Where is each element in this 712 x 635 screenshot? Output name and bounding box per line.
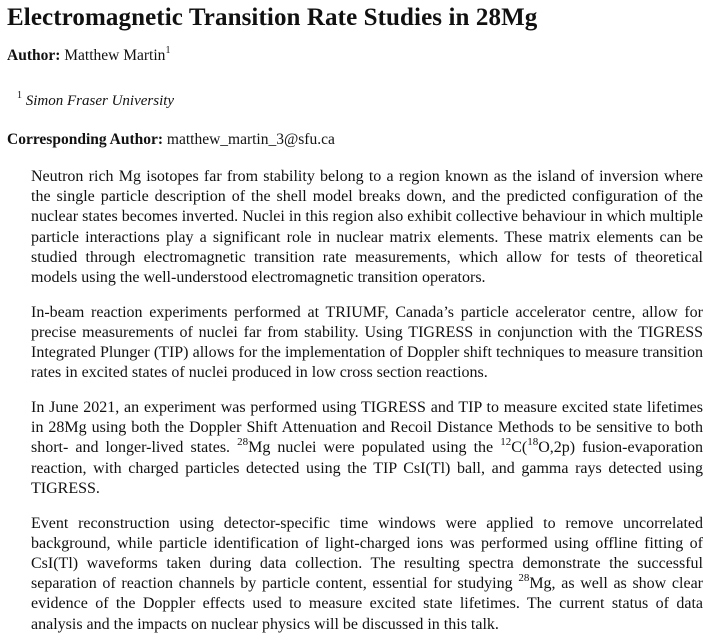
abstract-body xyxy=(31,167,703,635)
abstract-paragraph-2: In-beam reaction experiments performed at TRIUMF, Canada’s particle accelerator centre, allow for precise measurements of nuclei far from stability. Using TIGRESS in conjunction with the TIGRESS Integrated Plunger (TIP) allows for the implementation of Doppler shift techniques to measure transition rates in excited states of nuclei produced in low cross section reactions. xyxy=(31,303,703,382)
abstract-paragraph-4 xyxy=(31,514,703,635)
affiliation-text: Simon Fraser University xyxy=(25,93,175,109)
p3-text-b: Mg nuclei were populated using the xyxy=(248,439,501,457)
p3-text-d: O,2p) fusion-evaporation reaction, with charged particles detected using the TIP CsI(Tl) ball, and gamma rays detected using TIGRESS. xyxy=(31,439,703,497)
author-affiliation-mark: 1 xyxy=(165,44,171,56)
affiliation-mark: 1 xyxy=(17,90,22,101)
author-name: Matthew Martin xyxy=(64,47,166,64)
abstract-paragraph-1: Neutron rich Mg isotopes far from stability belong to a region known as the island of inversion where the single particle description of the shell model breaks down, and the predicted configuration of the nuclear states becomes inverted. Nuclei in this region also exhibit collective behaviour in which multiple particle interactions play a significant role in nuclear matrix elements. These matrix elements can be studied through electromagnetic transition rate measurements, which allow for tests of theoretical models using the well-understood electromagnetic transition operators. xyxy=(31,168,703,287)
p3-text-c: C( xyxy=(511,439,528,457)
mg-mass-number-2: 28 xyxy=(518,571,530,584)
mg-mass-number: 28 xyxy=(237,436,249,449)
corresponding-author-label: Corresponding Author: xyxy=(7,131,164,148)
corresponding-author-email[interactable]: matthew_martin_3@sfu.ca xyxy=(166,131,335,148)
p4-text-b: Mg, as well as show clear evidence of the Doppler effects used to measure excited state lifetimes. The current status of data analysis and the impacts on nuclear physics will be discussed in this talk. xyxy=(31,575,703,633)
p3-text-a: In June 2021, an experiment was performed using TIGRESS and TIP to measure excited state lifetimes in 28Mg using both the Doppler Shift Attenuation and Recoil Distance Methods to be sensitive to both short- and longer-lived states. xyxy=(31,399,703,457)
author-label: Author: xyxy=(7,47,61,64)
affiliation-line xyxy=(17,91,174,111)
abstract-paragraph-3 xyxy=(31,398,703,499)
p4-text-a: Event reconstruction using detector-specific time windows were applied to remove uncorrelated background, while particle identification of light-charged ions was performed using offline fitting of CsI(Tl) waveforms taken during data collection. The resulting spectra demonstrate the successful separation of reaction channels by particle content, essential for studying xyxy=(31,514,703,593)
o-mass-number: 18 xyxy=(527,436,539,449)
author-line xyxy=(7,46,170,66)
page-title: Electromagnetic Transition Rate Studies in 28Mg xyxy=(7,4,538,31)
c-mass-number: 12 xyxy=(500,436,512,449)
corresponding-author-line xyxy=(7,130,335,150)
